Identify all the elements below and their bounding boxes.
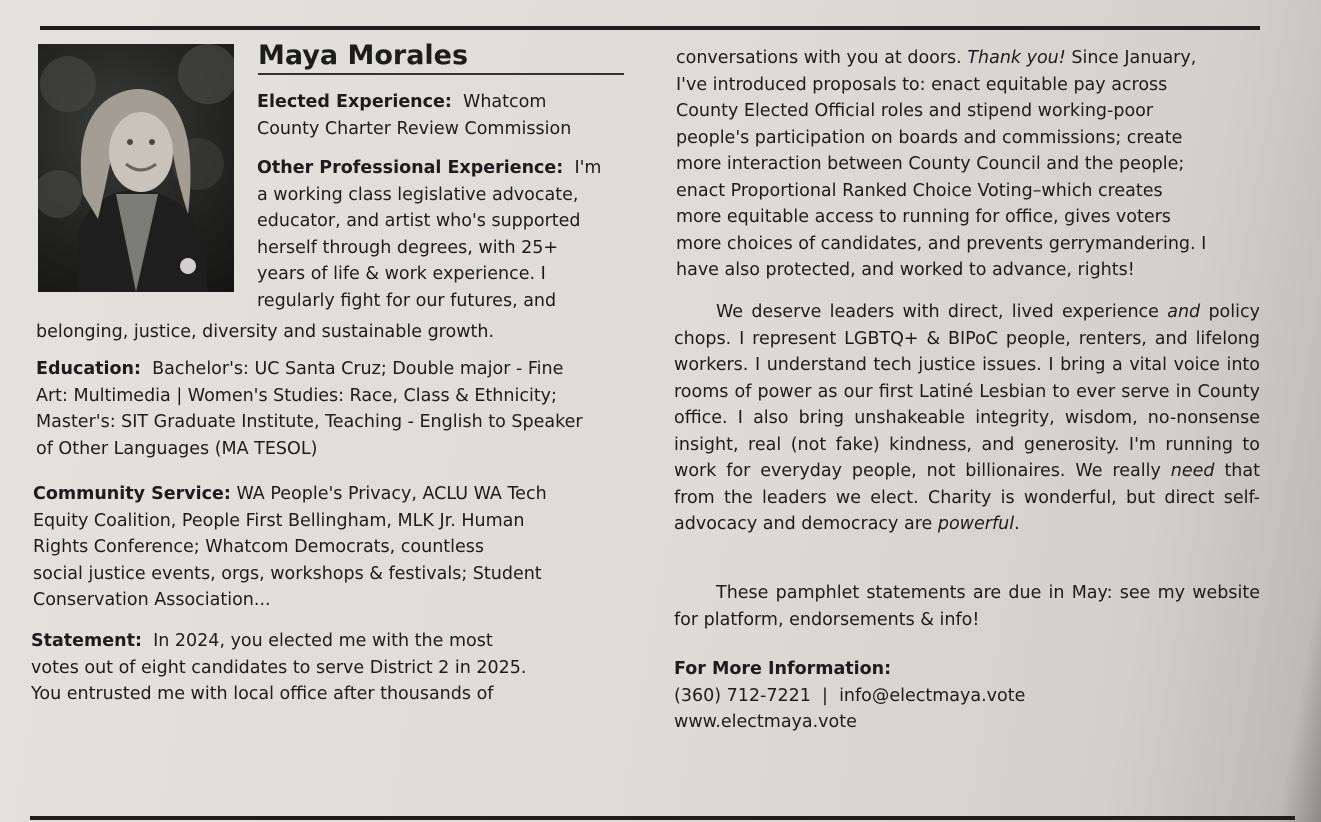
statement-continued-line: have also protected, and worked to advance, rights! bbox=[676, 260, 1135, 280]
education-line: Master's: SIT Graduate Institute, Teaching - English to Speaker bbox=[36, 412, 583, 432]
professional-line: belonging, justice, diversity and sustainable growth. bbox=[36, 322, 495, 342]
community-line: Equity Coalition, People First Bellingham, MLK Jr. Human bbox=[33, 510, 525, 531]
community-line: Conservation Association... bbox=[33, 590, 271, 610]
statement-continued-line: more choices of candidates, and prevents gerrymandering. I bbox=[676, 233, 1207, 254]
email-address: info@electmaya.vote bbox=[839, 685, 1026, 706]
para2-emphasis: and bbox=[1167, 302, 1201, 322]
statement-continued-line: County Elected Official roles and stipend working-poor bbox=[676, 101, 1154, 121]
elected-line: Whatcom bbox=[463, 92, 547, 112]
statement-paragraph-3: These pamphlet statements are due in May: see my website for platform, endorsements & info! bbox=[674, 583, 1260, 630]
professional-line: I'm bbox=[574, 158, 602, 178]
para2-emphasis: need bbox=[1170, 461, 1215, 481]
statement-continued-line: people's participation on boards and commissions; create bbox=[676, 127, 1183, 148]
statement-continued-line: Since January, bbox=[1071, 48, 1197, 68]
para2-text: that from the leaders we elect. Charity is wonderful, but direct self-advocacy and democracy are bbox=[674, 461, 1260, 534]
education-label: Education: bbox=[36, 359, 141, 379]
para2-text: . bbox=[1014, 514, 1020, 534]
elected-label: Elected Experience: bbox=[257, 92, 452, 112]
statement-continued-line: enact Proportional Ranked Choice Voting–which creates bbox=[676, 180, 1163, 201]
website-url: www.electmaya.vote bbox=[674, 712, 857, 732]
professional-line: years of life & work experience. I bbox=[257, 264, 546, 284]
community-line: WA People's Privacy, ACLU WA Tech bbox=[236, 484, 547, 504]
education-line: Bachelor's: UC Santa Cruz; Double major - Fine bbox=[152, 359, 564, 379]
thank-you-text: Thank you! bbox=[967, 48, 1066, 68]
statement-continued-line: conversations with you at doors. bbox=[676, 48, 962, 68]
statement-line: votes out of eight candidates to serve District 2 in 2025. bbox=[31, 657, 527, 678]
statement-continued bbox=[676, 45, 1266, 284]
education-line: Art: Multimedia | Women's Studies: Race, Class & Ethnicity; bbox=[36, 385, 557, 406]
contact-label: For More Information: bbox=[674, 659, 892, 679]
professional-line: regularly fight for our futures, and bbox=[257, 290, 557, 311]
community-service-section bbox=[33, 481, 633, 614]
top-rule bbox=[40, 26, 1260, 30]
education-line: of Other Languages (MA TESOL) bbox=[36, 438, 318, 459]
bottom-rule bbox=[30, 816, 1295, 820]
community-label: Community Service: bbox=[33, 484, 231, 504]
statement-label: Statement: bbox=[31, 631, 142, 651]
para2-emphasis: powerful bbox=[937, 514, 1015, 534]
statement-line: In 2024, you elected me with the most bbox=[153, 631, 493, 651]
professional-line: educator, and artist who's supported bbox=[257, 211, 581, 231]
community-line: social justice events, orgs, workshops & festivals; Student bbox=[33, 563, 542, 584]
statement-continued-line: more equitable access to running for office, gives voters bbox=[676, 207, 1171, 227]
candidate-photo bbox=[38, 44, 234, 292]
statement-section bbox=[31, 628, 631, 708]
statement-paragraph-2 bbox=[674, 299, 1260, 538]
elected-line: County Charter Review Commission bbox=[257, 118, 572, 139]
contact-separator: | bbox=[822, 685, 828, 706]
contact-section bbox=[674, 656, 1260, 736]
candidate-name: Maya Morales bbox=[258, 40, 624, 75]
para2-text: We deserve leaders with direct, lived experience bbox=[716, 302, 1159, 322]
portrait-image bbox=[38, 44, 234, 292]
para2-text: policy chops. I represent LGBTQ+ & BIPoC people, renters, and lifelong workers. I understand tech justice issues. I bring a vital voice into rooms of power as our first Latiné Lesbian to ever serve in County office. I also bring unshakeable integrity, wisdom, no-nonsense insight, real (not fake) kindness, and generosity. I'm running to work for everyday people, not billionaires. We really bbox=[674, 302, 1260, 481]
phone-number: (360) 712-7221 bbox=[674, 685, 811, 706]
professional-line: herself through degrees, with 25+ bbox=[257, 237, 559, 258]
education-section bbox=[36, 356, 636, 462]
professional-experience-continued bbox=[36, 319, 636, 346]
statement-continued-line: I've introduced proposals to: enact equitable pay across bbox=[676, 74, 1168, 95]
statement-continued-line: more interaction between County Council and the people; bbox=[676, 154, 1185, 174]
professional-label: Other Professional Experience: bbox=[257, 158, 564, 178]
professional-line: a working class legislative advocate, bbox=[257, 184, 579, 205]
professional-experience bbox=[257, 155, 627, 314]
elected-experience bbox=[257, 89, 627, 142]
statement-line: You entrusted me with local office after thousands of bbox=[31, 684, 494, 704]
community-line: Rights Conference; Whatcom Democrats, countless bbox=[33, 537, 485, 557]
